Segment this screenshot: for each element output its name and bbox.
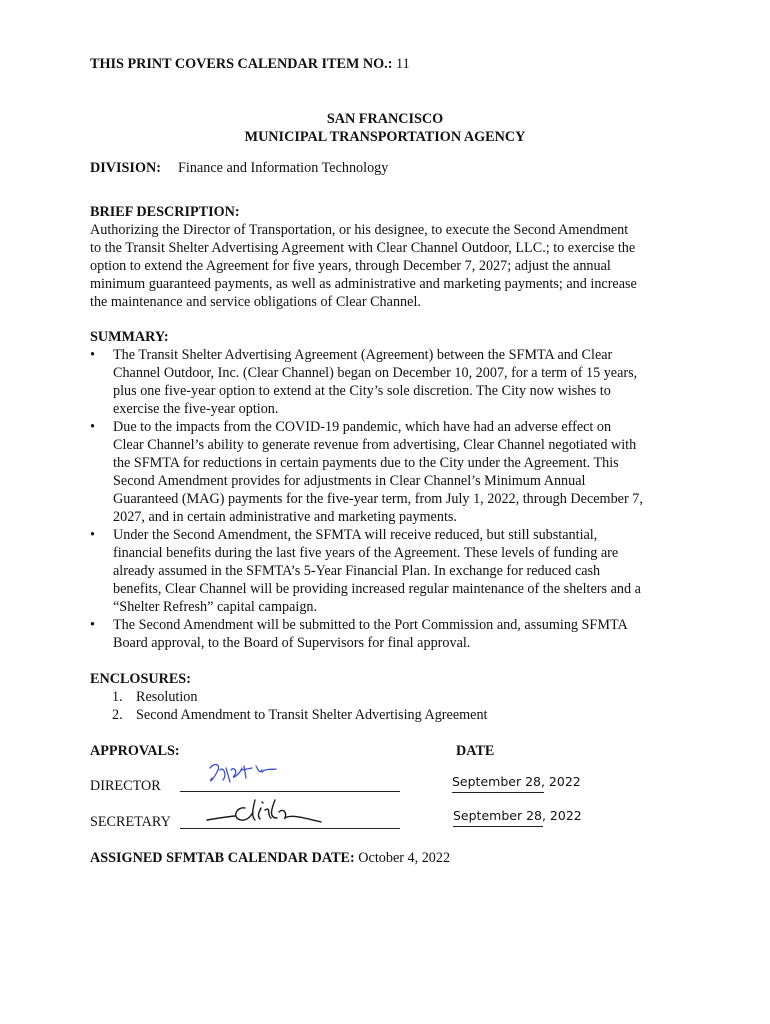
summary-line: financial benefits during the last five years of the Agreement. These levels of funding are (113, 545, 619, 561)
summary-line: Board approval, to the Board of Supervisors for final approval. (113, 635, 471, 651)
summary-line: • Due to the impacts from the COVID-19 pandemic, which have had an adverse effect on (113, 419, 612, 435)
enclosure-item (90, 706, 690, 724)
summary-line: Clear Channel’s ability to generate revenue from advertising, Clear Channel negotiated with (113, 437, 637, 453)
summary-item (90, 616, 690, 652)
brief-line: option to extend the Agreement for five years, through December 7, 2027; adjust the annual (90, 258, 611, 274)
brief-description (90, 203, 690, 311)
brief-line: to the Transit Shelter Advertising Agreement with Clear Channel Outdoor, LLC.; to exercise the (90, 240, 636, 256)
summary-line: • Under the Second Amendment, the SFMTA will receive reduced, but still substantial, (113, 527, 598, 543)
brief-line: Authorizing the Director of Transportation, or his designee, to execute the Second Amendment (90, 222, 629, 238)
summary-line: • The Transit Shelter Advertising Agreement (Agreement) between the SFMTA and Clear (113, 347, 613, 363)
enclosure-number: 1. (112, 689, 123, 705)
calendar-item-header (90, 55, 410, 73)
agency-title (0, 110, 770, 146)
summary-line: Guaranteed (MAG) payments for the five-year term, from July 1, 2022, through December 7, (113, 491, 643, 507)
agency-line-2: MUNICIPAL TRANSPORTATION AGENCY (244, 129, 526, 145)
enclosures-section (90, 670, 690, 724)
summary-line: already assumed in the SFMTA’s 5-Year Financial Plan. In exchange for reduced cash (113, 563, 601, 579)
summary-item (90, 346, 690, 418)
enclosure-text: Second Amendment to Transit Shelter Advertising Agreement (136, 707, 488, 723)
secretary-date: September 28, 2022 (453, 808, 582, 823)
calendar-item-label: THIS PRINT COVERS CALENDAR ITEM NO.: (90, 56, 393, 72)
enclosure-text: Resolution (136, 689, 198, 705)
summary-heading: SUMMARY: (90, 329, 169, 345)
approvals-heading: APPROVALS: (90, 743, 180, 759)
agency-line-1: SAN FRANCISCO (326, 111, 444, 127)
assigned-calendar-date (90, 849, 450, 867)
director-date: September 28, 2022 (452, 774, 581, 789)
summary-item (90, 418, 690, 526)
summary-section (90, 328, 690, 652)
summary-item (90, 526, 690, 616)
summary-list (90, 346, 690, 652)
brief-line: the maintenance and service obligations of Clear Channel. (90, 294, 421, 310)
division-row (90, 159, 388, 177)
director-signature (200, 758, 280, 790)
director-label: DIRECTOR (90, 778, 161, 794)
enclosures-heading: ENCLOSURES: (90, 671, 191, 687)
brief-heading: BRIEF DESCRIPTION: (90, 204, 240, 220)
summary-line: • The Second Amendment will be submitted to the Port Commission and, assuming SFMTA (113, 617, 628, 633)
secretary-signature (205, 794, 330, 832)
calendar-item-number: 11 (396, 56, 410, 72)
assigned-calendar-label: ASSIGNED SFMTAB CALENDAR DATE: (90, 850, 355, 866)
secretary-date-line (453, 826, 543, 827)
brief-line: minimum guaranteed payments, as well as administrative and marketing payments; and increase (90, 276, 637, 292)
enclosure-number: 2. (112, 707, 123, 723)
summary-line: “Shelter Refresh” capital campaign. (113, 599, 318, 615)
director-date-line (452, 792, 544, 793)
summary-line: the SFMTA for reductions in certain payments due to the City under the Agreement. This (113, 455, 619, 471)
summary-line: exercise the five-year option. (113, 401, 279, 417)
summary-line: 2027, and in certain administrative and marketing payments. (113, 509, 457, 525)
division-label: DIVISION: (90, 160, 161, 176)
director-signature-line (180, 791, 400, 792)
summary-line: plus one five-year option to extend at the City’s sole discretion. The City now wishes to (113, 383, 611, 399)
summary-line: Channel Outdoor, Inc. (Clear Channel) began on December 10, 2007, for a term of 15 years, (113, 365, 638, 381)
date-heading: DATE (456, 743, 495, 759)
summary-line: benefits, Clear Channel will be providing increased regular maintenance of the shelters and a (113, 581, 641, 597)
division-value: Finance and Information Technology (178, 160, 389, 176)
enclosure-item (90, 688, 690, 706)
assigned-calendar-value: October 4, 2022 (358, 850, 451, 866)
secretary-label: SECRETARY (90, 814, 171, 830)
enclosures-list (90, 688, 690, 724)
summary-line: Second Amendment provides for adjustments in Clear Channel’s Minimum Annual (113, 473, 586, 489)
